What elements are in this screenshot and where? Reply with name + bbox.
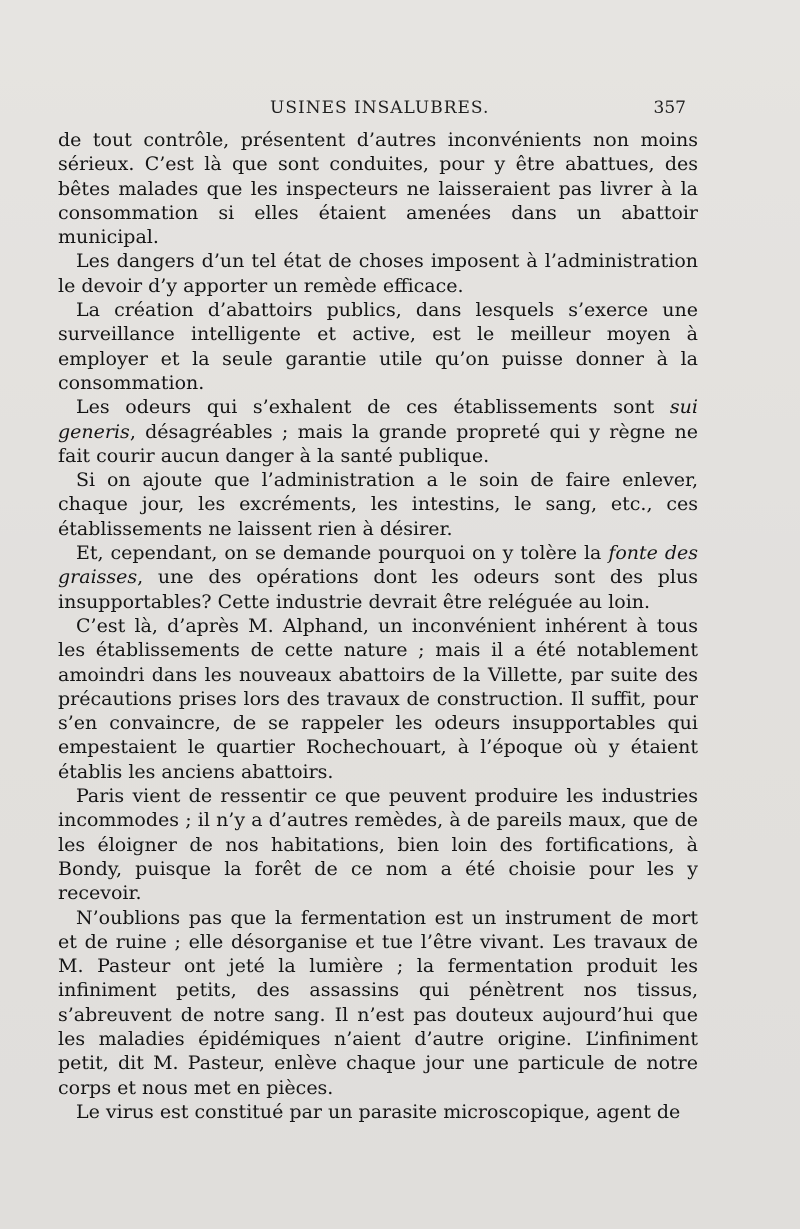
- text-segment: , désagréables ; mais la grande propreté qui y règne ne fait courir aucun danger à la santé publique.: [58, 420, 698, 467]
- page-number: 357: [653, 98, 686, 118]
- paragraph: [58, 614, 698, 784]
- text-segment: Si on ajoute que l’administration a le soin de faire enlever, chaque jour, les excréments, les intestins, le sang, etc., ces établissements ne laissent rien à désirer.: [58, 469, 698, 540]
- text-segment: Le virus est constitué par un parasite microscopique, agent de: [76, 1100, 681, 1123]
- body-text: [58, 128, 698, 1124]
- text-segment: La création d’abattoirs publics, dans lesquels s’exerce une surveillance intelligente et active, est le meilleur moyen à employer et la seule garantie utile qu’on puisse donner à la consommation.: [58, 299, 698, 394]
- paragraph: [58, 784, 698, 905]
- page-header: [58, 98, 686, 122]
- text-segment: C’est là, d’après M. Alphand, un inconvénient inhérent à tous les établissements de cette nature ; mais il a été notablement amoindri dans les nouveaux abattoirs de la Villette, par suite des précautions prises lors des travaux de construction. Il suffit, pour s’en convaincre, de se rappeler les odeurs insupportables qui empestaient le quartier Rochechouart, à l’époque où y étaient établis les anciens abattoirs.: [58, 614, 698, 783]
- paragraph: [58, 1100, 698, 1124]
- paragraph: [58, 249, 698, 298]
- text-segment: Les dangers d’un tel état de choses imposent à l’administration le devoir d’y apporter un remède efficace.: [58, 250, 698, 297]
- text-segment: , une des opérations dont les odeurs sont des plus insupportables? Cette industrie devrait être reléguée au loin.: [58, 566, 698, 613]
- italic-text: fonte des graisses: [58, 542, 698, 589]
- paragraph: [58, 468, 698, 541]
- text-segment: Paris vient de ressentir ce que peuvent produire les industries incommodes ; il n’y a d’autres remèdes, à de pareils maux, que de les éloigner de nos habitations, bien loin des fortifications, à Bondy, puisque la forêt de ce nom a été choisie pour les y recevoir.: [58, 785, 698, 905]
- paragraph: [58, 128, 698, 249]
- text-segment: Les odeurs qui s’exhalent de ces établissements sont: [76, 396, 670, 419]
- italic-text: sui generis: [58, 396, 698, 443]
- text-segment: de tout contrôle, présentent d’autres inconvénients non moins sérieux. C’est là que sont conduites, pour y être abattues, des bêtes malades que les inspecteurs ne laisseraient pas livrer à la consommation si elles étaient amenées dans un abattoir municipal.: [58, 129, 698, 249]
- running-title: USINES INSALUBRES.: [270, 98, 490, 118]
- text-segment: N’oublions pas que la fermentation est un instrument de mort et de ruine ; elle désorganise et tue l’être vivant. Les travaux de M. Pasteur ont jeté la lumière ; la fermentation produit les infiniment petits, des assassins qui pénètrent nos tissus, s’abreuvent de notre sang. Il n’est pas douteux aujourd’hui que les maladies épidémiques n’aient d’autre origine. L’infiniment petit, dit M. Pasteur, enlève chaque jour une particule de notre corps et nous met en pièces.: [58, 906, 698, 1099]
- text-segment: Et, cependant, on se demande pourquoi on y tolère la: [76, 542, 609, 565]
- paragraph: [58, 298, 698, 395]
- paragraph: [58, 906, 698, 1100]
- paragraph: [58, 395, 698, 468]
- paragraph: [58, 541, 698, 614]
